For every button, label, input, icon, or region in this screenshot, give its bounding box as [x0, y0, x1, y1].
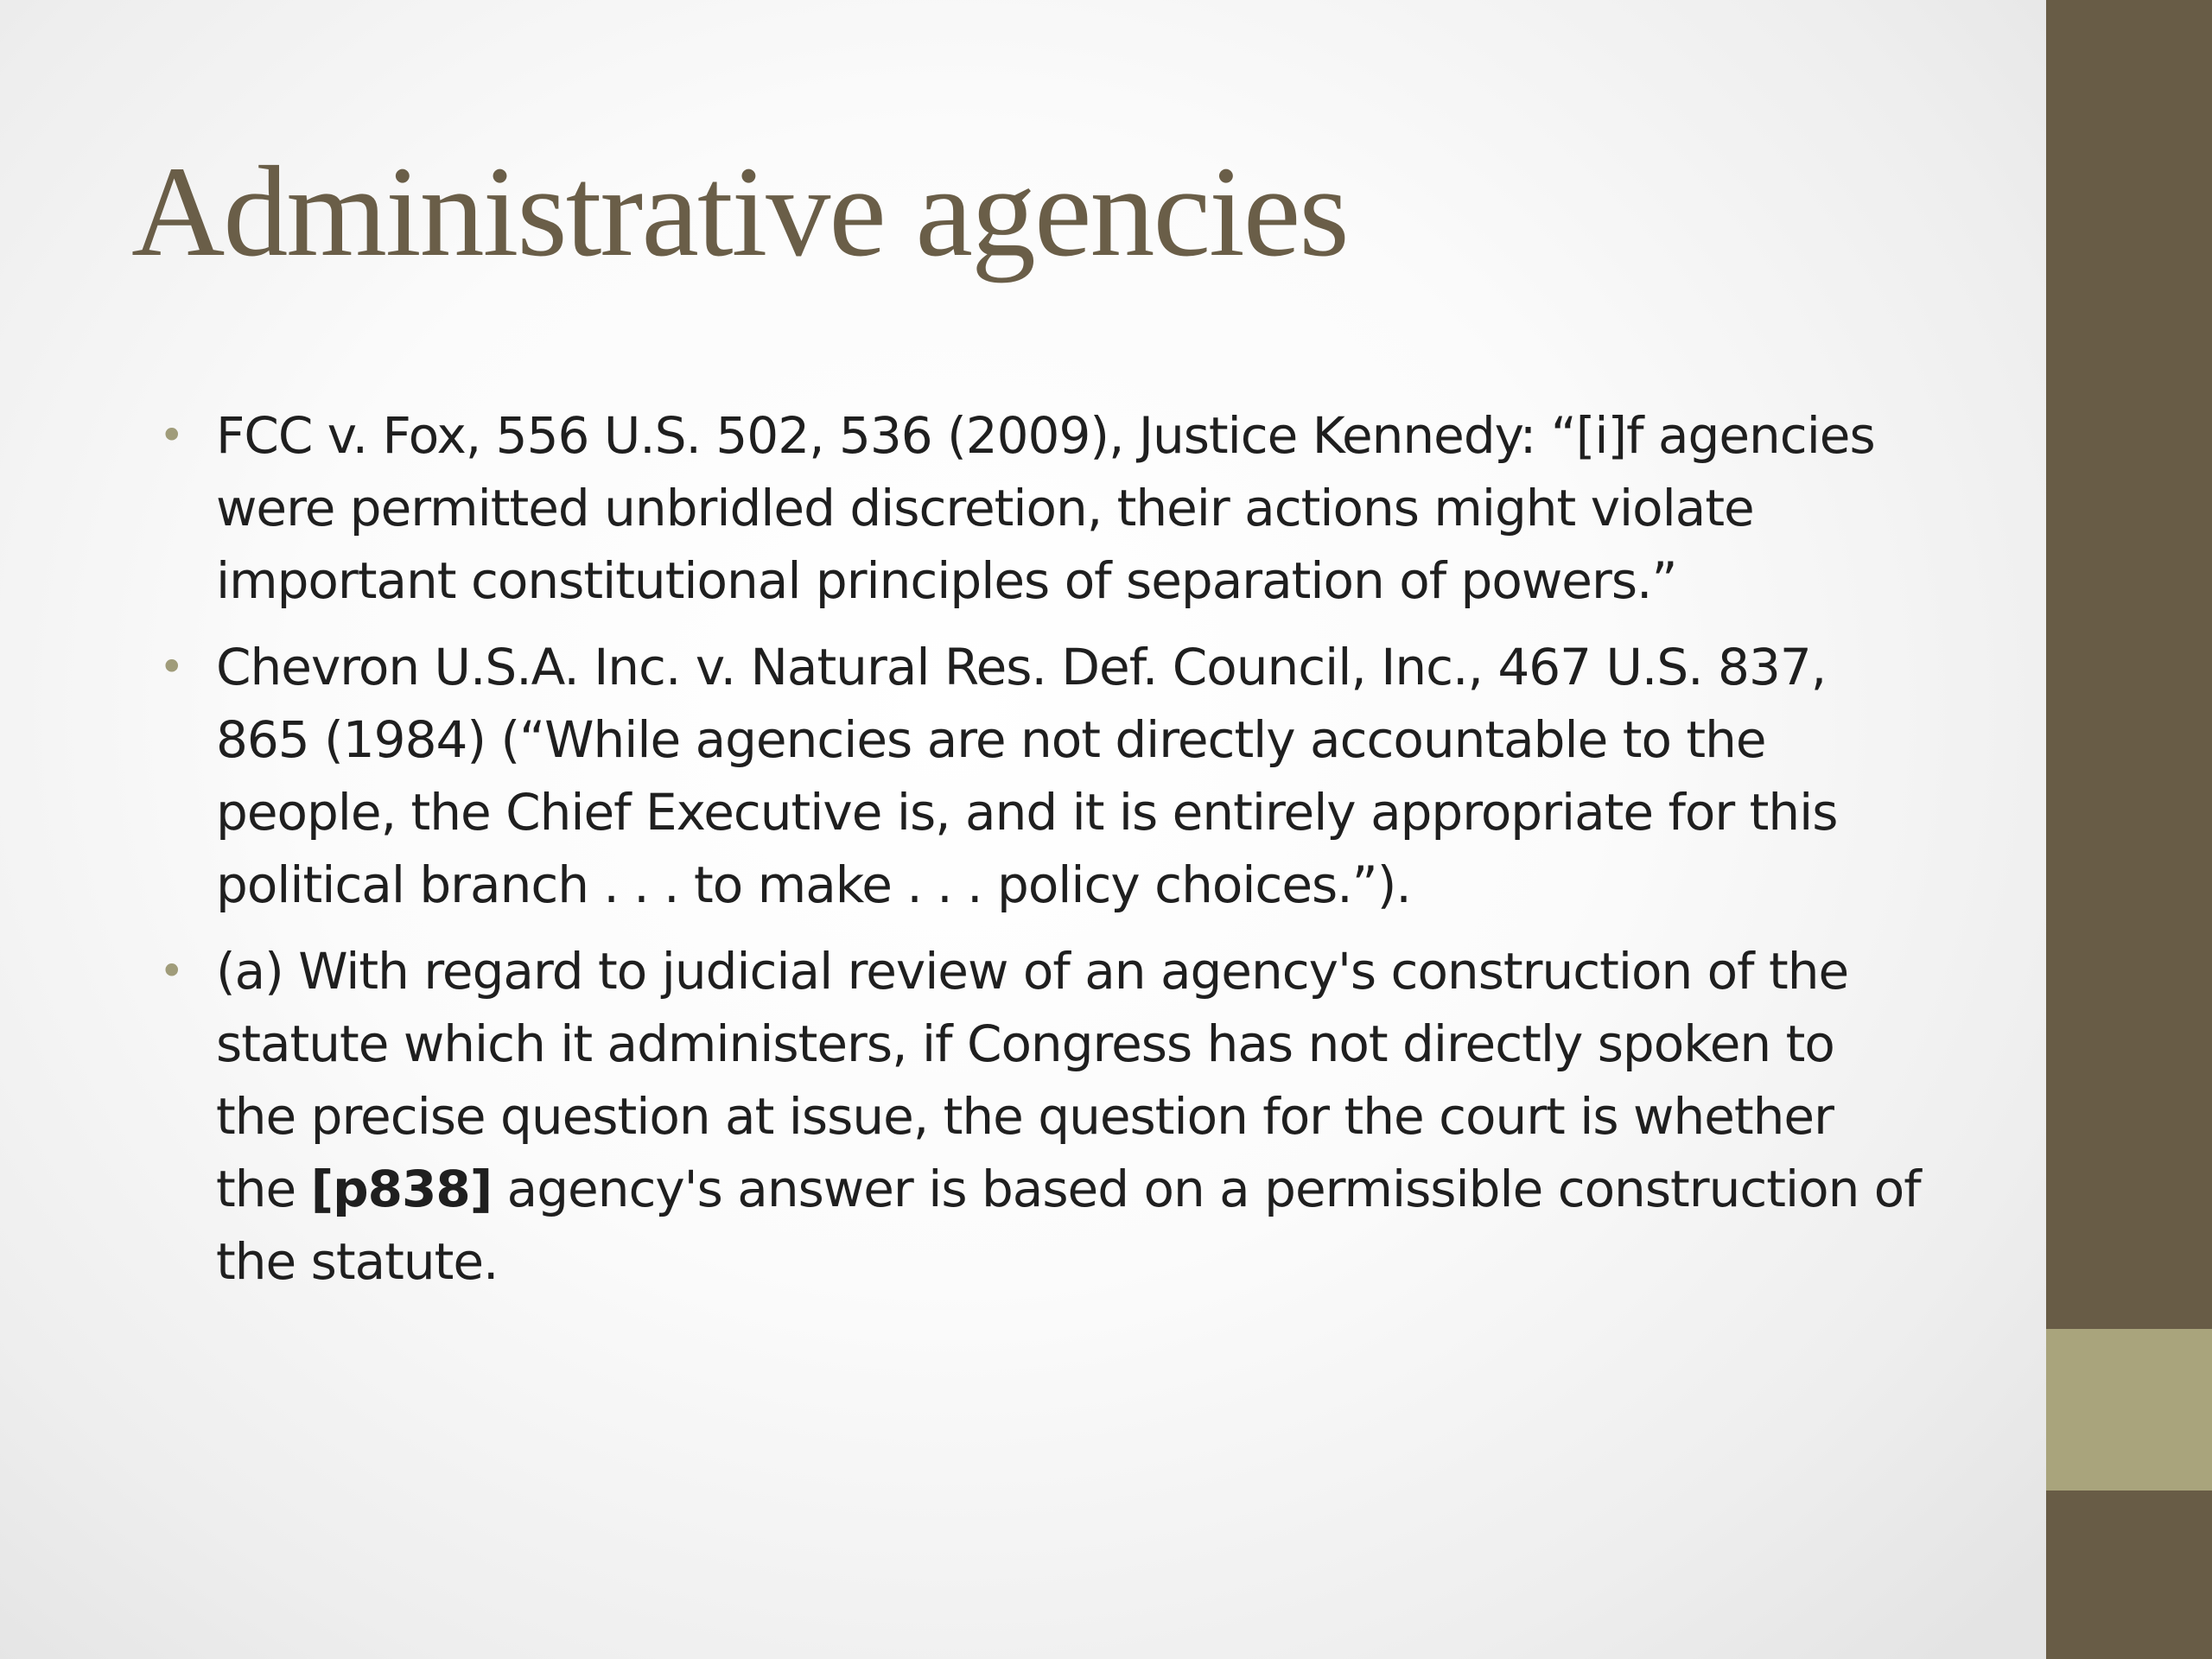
bullet-text-start: (a) With regard to judicial review of an agency's construction of the statute which it administers, if Congress has not directly spoken to the precise question at issue, the question for the court is whether the: [216, 942, 1849, 1218]
bullet-text: FCC v. Fox, 556 U.S. 502, 536 (2009), Justice Kennedy: “[i]f agencies were permitted unbridled discretion, their actions might violate important constitutional principles of separation of powers.”: [216, 406, 1875, 610]
bullet-icon: •: [159, 946, 184, 996]
bullet-text: Chevron U.S.A. Inc. v. Natural Res. Def. Council, Inc., 467 U.S. 837, 865 (1984) (“While agencies are not directly accountable to the people, the Chief Executive is, and it is entirely appropriate for this political branch . . . to make . . . policy choices.”).: [216, 638, 1838, 914]
bullet-item: [156, 935, 1927, 1298]
bullet-list: [156, 399, 1927, 1312]
side-accent-block: [2046, 1329, 2212, 1491]
bullet-item: [156, 631, 1927, 921]
bullet-icon: •: [159, 642, 184, 692]
bullet-text-end: agency's answer is based on a permissible construction of the statute.: [216, 1160, 1921, 1291]
page-marker: [p838]: [310, 1160, 493, 1218]
bullet-item: [156, 399, 1927, 617]
slide-title: Administrative agencies: [131, 140, 1348, 283]
bullet-icon: •: [159, 410, 184, 461]
